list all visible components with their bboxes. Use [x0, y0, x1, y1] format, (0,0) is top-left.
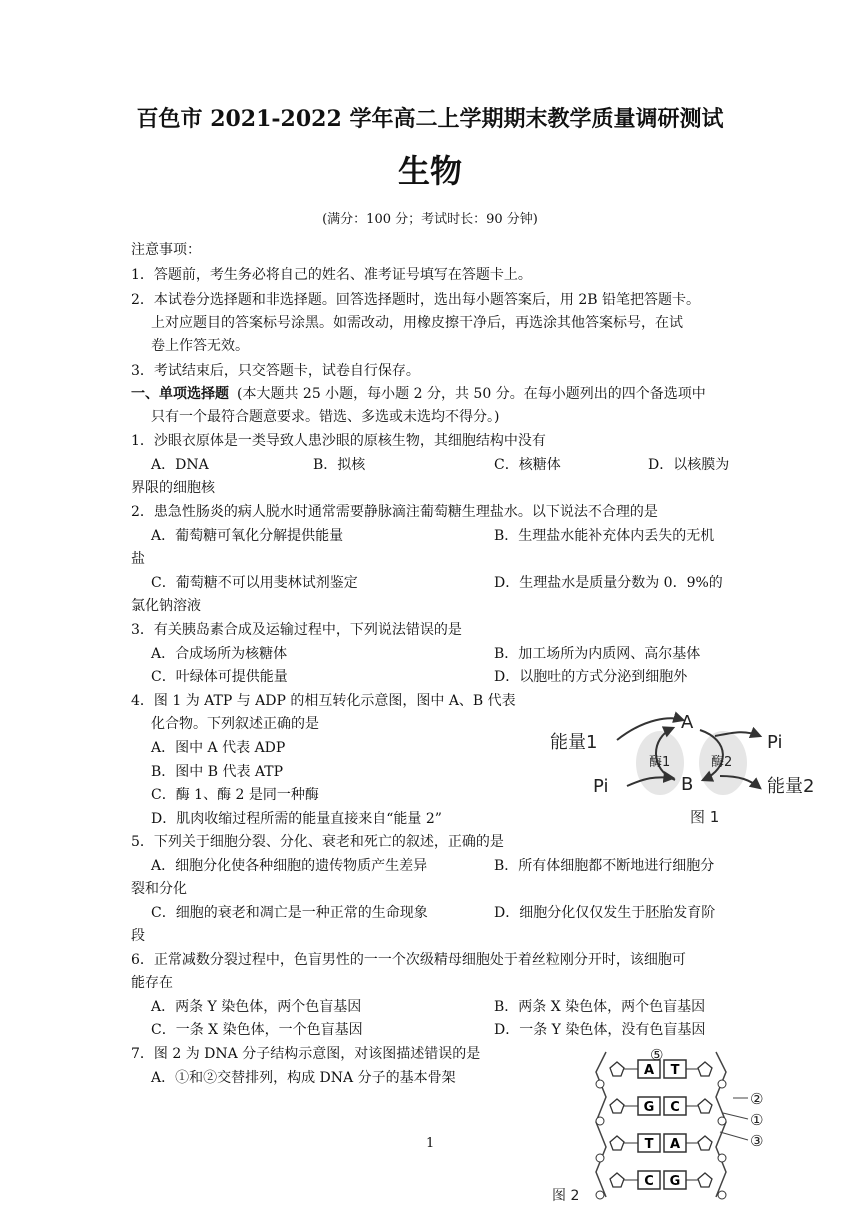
right-sugar [698, 1099, 712, 1113]
left-base-letter: T [644, 1137, 654, 1152]
base-pair-row [596, 1060, 726, 1088]
left-sugar [610, 1062, 624, 1076]
right-base-letter: T [670, 1063, 680, 1078]
section-desc: (本大题共 25 小题，每小题 2 分，共 50 分。在每小题列出的四个备选项中 [237, 386, 706, 402]
option-b: B．所有体细胞都不断地进行细胞分 [494, 858, 715, 874]
option-a: A．葡萄糖可氧化分解提供能量 [151, 528, 344, 544]
option-c: C．一条 X 染色体，一个色盲基因 [151, 1022, 363, 1038]
question-stem: 3．有关胰岛素合成及运输过程中，下列说法错误的是 [131, 622, 462, 638]
option-b-continued: 裂和分化 [131, 881, 187, 897]
label-5: ⑤ [650, 1046, 664, 1064]
notice-item: 1．答题前，考生务必将自己的姓名、准考证号填写在答题卡上。 [131, 267, 532, 283]
right-base-letter: G [669, 1174, 681, 1189]
pi-top-label: Pi [767, 732, 783, 753]
energy2-label: 能量2 [767, 776, 815, 797]
section-label: 一、单项选择题 [131, 386, 229, 402]
page-number: 1 [426, 1136, 435, 1151]
option-d: D．细胞分化仅仅发生于胚胎发育阶 [494, 905, 716, 921]
base-pair-row [596, 1097, 726, 1125]
left-base-letter: A [643, 1063, 655, 1078]
question-stem: 4．图 1 为 ATP 与 ADP 的相互转化示意图，图中 A、B 代表 [131, 693, 516, 709]
notice-item: 3．考试结束后，只交答题卡，试卷自行保存。 [131, 363, 420, 379]
question-stem: 7．图 2 为 DNA 分子结构示意图，对该图描述错误的是 [131, 1046, 481, 1062]
option-a: A．图中 A 代表 ADP [151, 740, 286, 756]
option-c: C．酶 1、酶 2 是同一种酶 [151, 787, 319, 803]
option-c: C．核糖体 [494, 457, 561, 473]
option-d: D．以核膜为 [648, 457, 730, 473]
notice-heading: 注意事项： [131, 242, 201, 258]
right-sugar [698, 1173, 712, 1187]
option-d: D．以胞吐的方式分泌到细胞外 [494, 669, 688, 685]
right-phosphate [718, 1191, 726, 1199]
option-c: C．叶绿体可提供能量 [151, 669, 288, 685]
right-base-letter: A [669, 1137, 681, 1152]
right-phosphate [718, 1117, 726, 1125]
question-stem: 6．正常减数分裂过程中，色盲男性的一一个次级精母细胞处于着丝粒刚分开时，该细胞可 [131, 952, 686, 968]
base-pair-row [596, 1134, 726, 1162]
pi-bottom-label: Pi [593, 776, 609, 797]
subject-title: 生物 [397, 152, 462, 190]
exam-title: 百色市 2021-2022 学年高二上学期期末教学质量调研测试 [136, 106, 724, 132]
option-b: B．图中 B 代表 ATP [151, 764, 284, 780]
option-b: B．拟核 [313, 457, 366, 473]
option-a: A．①和②交替排列，构成 DNA 分子的基本骨架 [151, 1070, 456, 1086]
right-phosphate [718, 1080, 726, 1088]
notice-item: 上对应题目的答案标号涂黑。如需改动，用橡皮擦干净后，再选涂其他答案标号，在试 [151, 315, 683, 331]
left-base-letter: G [643, 1100, 655, 1115]
right-sugar [698, 1062, 712, 1076]
question-stem: 2．患急性肠炎的病人脱水时通常需要静脉滴注葡萄糖生理盐水。以下说法不合理的是 [131, 504, 658, 520]
left-phosphate [596, 1080, 604, 1088]
option-d-continued: 段 [131, 928, 145, 944]
figure-2-dna-structure [548, 1042, 774, 1216]
option-d-continued: 氯化钠溶液 [131, 598, 201, 614]
label-2: ② [750, 1090, 764, 1108]
right-base-letter: C [670, 1100, 680, 1115]
option-b: B．生理盐水能补充体内丢失的无机 [494, 528, 715, 544]
option-d: D．生理盐水是质量分数为 0．9%的 [494, 575, 723, 591]
option-d: D．肌肉收缩过程所需的能量直接来自“能量 2” [151, 811, 442, 827]
option-a: A．细胞分化使各种细胞的遗传物质产生差异 [151, 858, 428, 874]
left-phosphate [596, 1154, 604, 1162]
option-a: A．DNA [151, 457, 209, 473]
right-sugar [698, 1136, 712, 1150]
left-phosphate [596, 1191, 604, 1199]
a-label: A [681, 712, 694, 733]
option-a: A．两条 Y 染色体，两个色盲基因 [151, 999, 362, 1015]
notice-item: 2．本试卷分选择题和非选择题。回答选择题时，选出每小题答案后，用 2B 铅笔把答题卡。 [131, 292, 701, 308]
question-stem: 1．沙眼衣原体是一类导致人患沙眼的原核生物，其细胞结构中没有 [131, 433, 546, 449]
enzyme2-label: 酶2 [711, 755, 733, 770]
score-info: (满分：100 分；考试时长：90 分钟) [322, 212, 538, 227]
left-sugar [610, 1099, 624, 1113]
figure-caption: 图 2 [552, 1188, 580, 1204]
option-c: C．细胞的衰老和凋亡是一种正常的生命现象 [151, 905, 428, 921]
pointer-3 [720, 1132, 748, 1140]
left-phosphate [596, 1117, 604, 1125]
figure-caption: 图 1 [690, 808, 720, 826]
option-d-continued: 界限的细胞核 [131, 480, 215, 496]
option-b-continued: 盐 [131, 551, 145, 567]
section-desc: 只有一个最符合题意要求。错选、多选或未选均不得分。) [151, 409, 500, 425]
option-b: B．两条 X 染色体，两个色盲基因 [494, 999, 706, 1015]
label-3: ③ [750, 1132, 764, 1150]
base-pair-row [596, 1171, 726, 1199]
option-d: D．一条 Y 染色体，没有色盲基因 [494, 1022, 706, 1038]
b-label: B [681, 774, 694, 795]
option-c: C．葡萄糖不可以用斐林试剂鉴定 [151, 575, 358, 591]
left-sugar [610, 1173, 624, 1187]
left-base-letter: C [644, 1174, 654, 1189]
enzyme1-label: 酶1 [649, 755, 671, 770]
question-stem-continued: 能存在 [131, 975, 173, 991]
question-stem-continued: 化合物。下列叙述正确的是 [151, 716, 319, 732]
pointer-1 [723, 1113, 748, 1119]
option-b: B．加工场所为内质网、高尔基体 [494, 646, 701, 662]
notice-item: 卷上作答无效。 [151, 338, 249, 354]
left-sugar [610, 1136, 624, 1150]
energy1-label: 能量1 [550, 732, 598, 753]
label-1: ① [750, 1111, 764, 1129]
option-a: A．合成场所为核糖体 [151, 646, 288, 662]
figure-1-atp-adp [545, 708, 835, 830]
question-stem: 5．下列关于细胞分裂、分化、衰老和死亡的叙述，正确的是 [131, 834, 504, 850]
right-phosphate [718, 1154, 726, 1162]
